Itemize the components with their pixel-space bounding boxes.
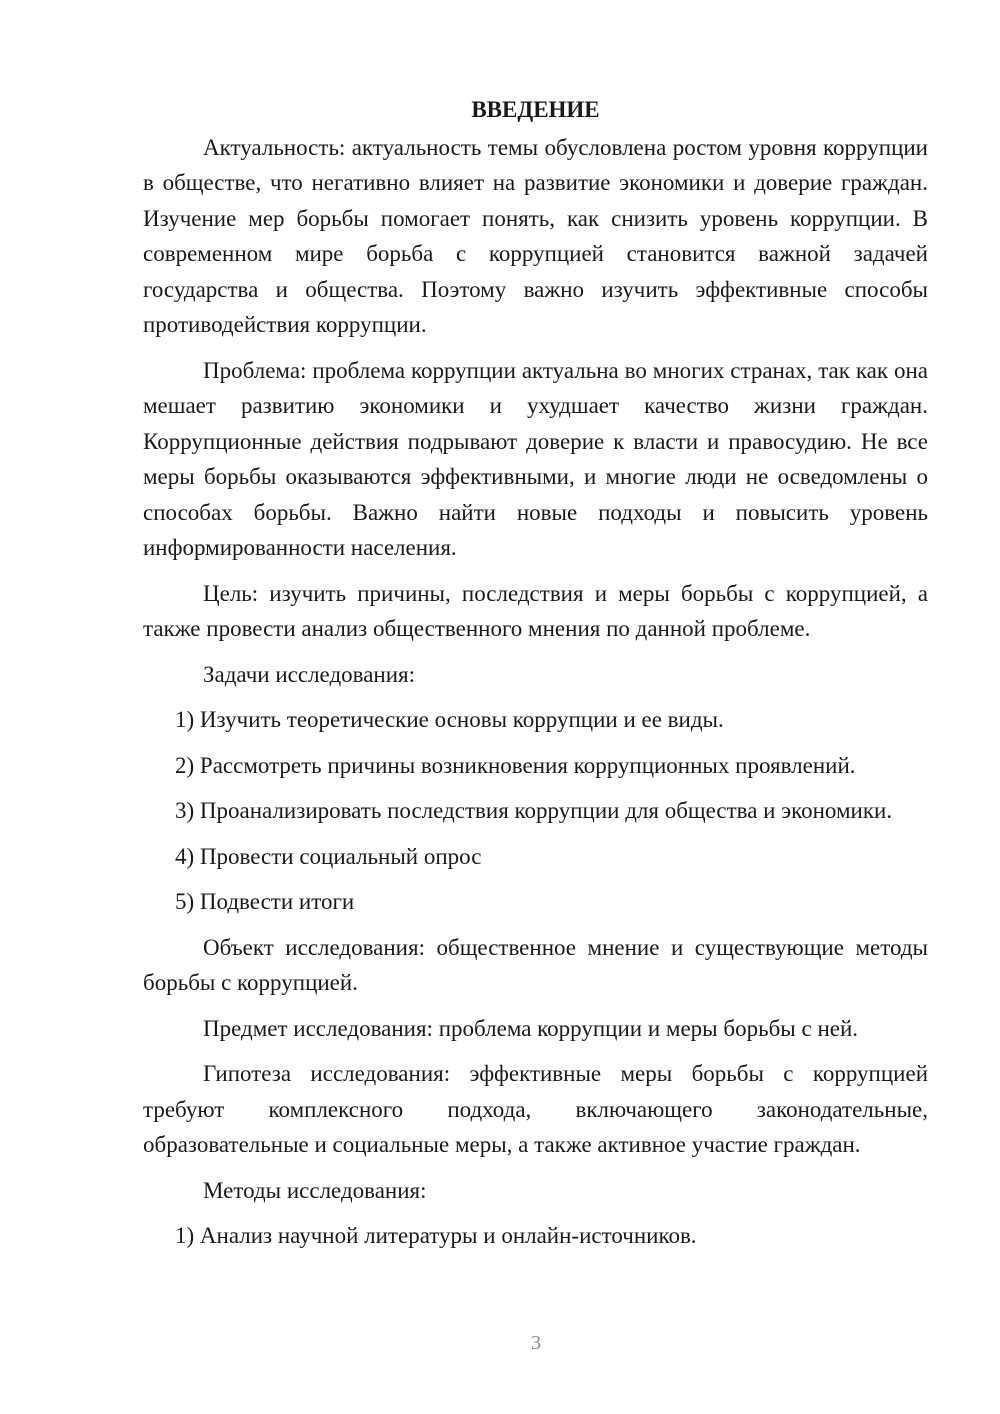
task-item-4: 4) Провести социальный опрос [175,843,482,869]
task-item-1: 1) Изучить теоретические основы коррупции и ее виды. [175,707,724,732]
task-item-5: 5) Подвести итоги [175,889,355,914]
task-item-2: 2) Рассмотреть причины возникновения коррупционных проявлений. [175,752,856,778]
method-item-1: 1) Анализ научной литературы и онлайн-источников. [175,1223,697,1248]
methods-heading: Методы исследования: [203,1177,427,1203]
page-number: 3 [531,1332,541,1354]
tasks-heading: Задачи исследования: [203,661,416,687]
paragraph-goal: Цель: изучить причины, последствия и меры борьбы с коррупцией, а также провести анализ общественного мнения по данной проблеме. [143,580,928,641]
paragraph-object: Объект исследования: общественное мнение и существующие методы борьбы с коррупцией. [143,934,928,995]
paragraph-relevance: Актуальность: актуальность темы обусловлена ростом уровня коррупции в обществе, что негативно влияет на развитие экономики и доверие граждан. Изучение мер борьбы помогает понять, как снизить уровень коррупции. В современном мире борьба с коррупцией становится важной задачей государства и общества. Поэтому важно изучить эффективные способы противодействия коррупции. [143,134,928,337]
paragraph-subject: Предмет исследования: проблема коррупции и меры борьбы с ней. [203,1015,859,1041]
page-title: ВВЕДЕНИЕ [471,97,600,122]
paragraph-problem: Проблема: проблема коррупции актуальна во многих странах, так как она мешает развитию экономики и ухудшает качество жизни граждан. Коррупционные действия подрывают доверие к власти и правосудию. Не все меры борьбы оказываются эффективными, и многие люди не осведомлены о способах борьбы. Важно найти новые подходы и повысить уровень информированности населения. [143,357,928,560]
document-page [143,92,928,1264]
paragraph-hypothesis: Гипотеза исследования: эффективные меры борьбы с коррупцией требуют комплексного подхода, включающего законодательные, образовательные и социальные меры, а также активное участие граждан. [143,1061,928,1157]
task-item-3: 3) Проанализировать последствия коррупции для общества и экономики. [175,798,893,823]
